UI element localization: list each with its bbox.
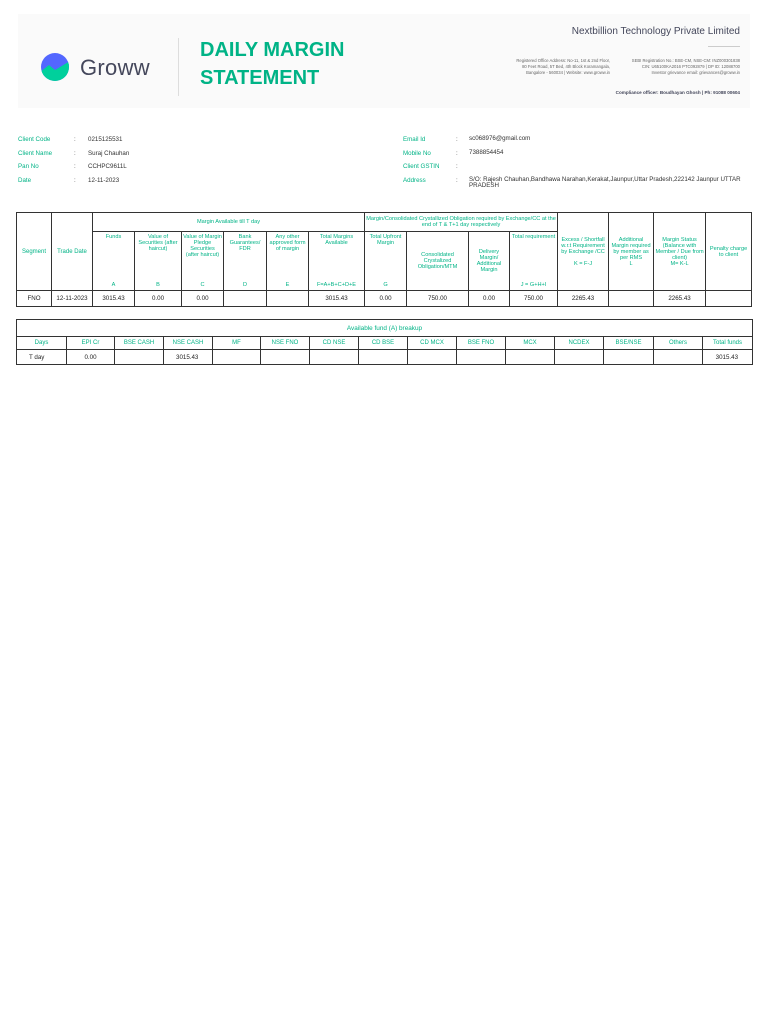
cell-pledge: 0.00 (182, 291, 224, 307)
cell-margin-status: 2265.43 (654, 291, 706, 307)
fund-cell (310, 350, 359, 365)
fund-header: NSE CASH (164, 337, 213, 350)
fund-cell (359, 350, 408, 365)
col-letter: G (383, 282, 388, 288)
excess-shortfall-header (558, 213, 609, 291)
company-name: Nextbillion Technology Private Limited (571, 26, 740, 37)
margin-table (16, 212, 752, 307)
client-name-value: Suraj Chauhan (88, 149, 130, 157)
col-letter: E (285, 282, 290, 288)
table-row (17, 350, 753, 365)
info-label: Date (18, 176, 32, 184)
date-row (18, 174, 378, 188)
client-info-right (403, 133, 753, 190)
reg-right-line: CIN: U65100KA2016 PTC092879 | DP ID: 12088700 (641, 64, 740, 69)
cell-upfront-margin: 0.00 (365, 291, 407, 307)
additional-margin-header (609, 213, 654, 291)
fund-header: MCX (506, 337, 555, 350)
address-row (403, 174, 753, 188)
fund-header: Days (17, 337, 67, 350)
header-divider (178, 38, 179, 96)
upfront-margin-header (365, 232, 407, 291)
col-letter: B (156, 282, 160, 288)
fund-cell (213, 350, 261, 365)
client-name-row (18, 147, 378, 161)
info-label: Client GSTIN (403, 163, 440, 171)
fund-header-row (17, 337, 753, 350)
other-margin-header (267, 232, 309, 291)
col-label: Excess / Shortfall w.r.t Requirement by Exchange /CC (561, 236, 605, 255)
pledge-header (182, 232, 224, 291)
col-label: Any other approved form of margin (269, 234, 306, 252)
fund-header: Total funds (703, 337, 753, 350)
fund-cell (115, 350, 164, 365)
margin-status-header (654, 213, 706, 291)
fund-cell: 3015.43 (164, 350, 213, 365)
groww-logo-icon (40, 52, 70, 82)
fund-header: NSE FNO (261, 337, 310, 350)
penalty-header: Penalty charge to client (706, 213, 752, 291)
fund-breakup-table (16, 319, 753, 365)
bank-guarantee-header (224, 232, 267, 291)
col-label: Additional Margin required by member as per RMS (611, 236, 651, 261)
reg-left-line: Bangalore - 560034 | Website: www.groww.in (526, 70, 610, 75)
title-line-1: DAILY MARGIN (200, 39, 345, 61)
fund-cell (654, 350, 703, 365)
document-title (200, 36, 380, 92)
fund-cell-total: 3015.43 (703, 350, 753, 365)
col-label: Total Upfront Margin (369, 234, 402, 246)
reg-left-line: Registered Office Address: No-11, 1st & 2nd Floor, (516, 58, 610, 63)
col-letter: F=A+B+C+D+E (316, 282, 357, 288)
email-value: sc068976@gmail.com (469, 135, 531, 142)
info-colon: : (456, 163, 458, 171)
reg-right-line: Investor grievance email: grievances@groww.in (651, 70, 740, 75)
address-value: S/O: Rajesh Chauhan,Bandhawa Narahan,Kerakat,Jaunpur,Uttar Pradesh,222142 Jaunpur UTTAR PRADESH (469, 175, 741, 190)
info-colon: : (74, 163, 76, 171)
segment-header: Segment (17, 213, 52, 291)
brand-name: Groww (80, 55, 150, 80)
crystalized-obligation-header: Consolidated Crystalized Obligation/MTM (407, 232, 469, 291)
statement-header (18, 14, 750, 108)
col-letter: D (242, 282, 248, 288)
company-rule (708, 46, 740, 47)
fund-cell (506, 350, 555, 365)
fund-header: BSE FNO (457, 337, 506, 350)
info-label: Client Code (18, 136, 51, 143)
fund-cell (555, 350, 604, 365)
fund-header: Others (654, 337, 703, 350)
col-letter: M= K-L (670, 260, 689, 267)
cell-crystalized-obligation: 750.00 (407, 291, 469, 307)
cell-total-requirement: 750.00 (510, 291, 558, 307)
fund-header: EPI Cr (67, 337, 115, 350)
col-letter: A (111, 282, 116, 288)
gstin-row (403, 160, 753, 174)
col-label: Total requirement (511, 234, 556, 240)
title-line-2: STATEMENT (200, 67, 320, 89)
info-colon: : (74, 176, 76, 184)
groww-logo (40, 52, 190, 84)
info-label: Pan No (18, 163, 39, 171)
info-label: Email Id (403, 136, 426, 143)
compliance-officer: Compliance officer: Boudhayan Ghosh | Ph: 91088 00604 (615, 90, 740, 95)
securities-header (135, 232, 182, 291)
table-row (17, 291, 752, 307)
col-label: Value of Margin Pledge Securities (after haircut) (183, 234, 222, 258)
col-letter: L (629, 260, 633, 267)
col-label: Bank Guarantees/ FDR (229, 234, 261, 252)
funds-header (93, 232, 135, 291)
cell-securities: 0.00 (135, 291, 182, 307)
delivery-margin-header: Delivery Margin/ Additional Margin (469, 232, 510, 291)
info-colon: : (74, 136, 76, 143)
info-label: Mobile No (403, 149, 431, 157)
cell-additional-margin (609, 291, 654, 307)
client-info-left (18, 133, 378, 187)
trade-date-header: Trade Date (52, 213, 93, 291)
fund-header: CD MCX (408, 337, 457, 350)
col-letter: C (200, 282, 205, 288)
fund-table-title: Available fund (A) breakup (17, 320, 753, 337)
col-letter: J = G+H+I (520, 282, 547, 288)
reg-left-line: 80 Feet Road, 5T Bed, 4th Block Koramangala, (522, 64, 610, 69)
date-value: 12-11-2023 (88, 176, 120, 184)
fund-cell: 0.00 (67, 350, 115, 365)
fund-cell (457, 350, 506, 365)
client-code-row (18, 133, 378, 147)
info-colon: : (456, 136, 458, 143)
col-label: Margin Status (Balance with Member / Due from client) (655, 236, 704, 261)
client-code-value: 0215125531 (88, 136, 123, 143)
fund-header: MF (213, 337, 261, 350)
reg-right-line: SEBI Registration No.: BSE-CM, NSE-CM: INZ000301838 (631, 58, 740, 63)
pan-value: CCHPC9611L (88, 163, 127, 171)
mobile-value: 7388854454 (469, 148, 504, 156)
fund-cell (261, 350, 310, 365)
cell-segment: FNO (17, 291, 52, 307)
cell-bank-guarantee (224, 291, 267, 307)
fund-header: BSE/NSE (604, 337, 654, 350)
obligation-group: Margin/Consolidated Crystallized Obligation required by Exchange/CC at the end of T & T+1 day respectively (365, 213, 558, 232)
sebi-registration (614, 58, 740, 76)
cell-penalty (706, 291, 752, 307)
info-colon: : (456, 176, 458, 184)
fund-cell (604, 350, 654, 365)
pan-row (18, 160, 378, 174)
total-requirement-header (510, 232, 558, 291)
cell-other-margin (267, 291, 309, 307)
cell-trade-date: 12-11-2023 (52, 291, 93, 307)
info-label: Address (403, 176, 426, 184)
fund-header: BSE CASH (115, 337, 164, 350)
fund-cell-days: T day (17, 350, 67, 365)
email-row (403, 133, 753, 147)
cell-excess-shortfall: 2265.43 (558, 291, 609, 307)
cell-delivery-margin: 0.00 (469, 291, 510, 307)
fund-header: CD BSE (359, 337, 408, 350)
mobile-row (403, 147, 753, 161)
info-label: Client Name (18, 149, 53, 157)
col-label: Funds (105, 234, 122, 240)
margin-available-group: Margin Available till T day (93, 213, 365, 232)
registered-office (480, 58, 610, 76)
fund-header: CD NSE (310, 337, 359, 350)
col-label: Value of Securities (after haircut) (138, 234, 178, 252)
col-label: Total Margins Available (319, 234, 354, 246)
fund-header: NCDEX (555, 337, 604, 350)
info-colon: : (74, 149, 76, 157)
fund-cell (408, 350, 457, 365)
total-margins-header (309, 232, 365, 291)
cell-funds: 3015.43 (93, 291, 135, 307)
col-letter: K = F-J (573, 260, 593, 267)
info-colon: : (456, 149, 458, 157)
cell-total-margins: 3015.43 (309, 291, 365, 307)
